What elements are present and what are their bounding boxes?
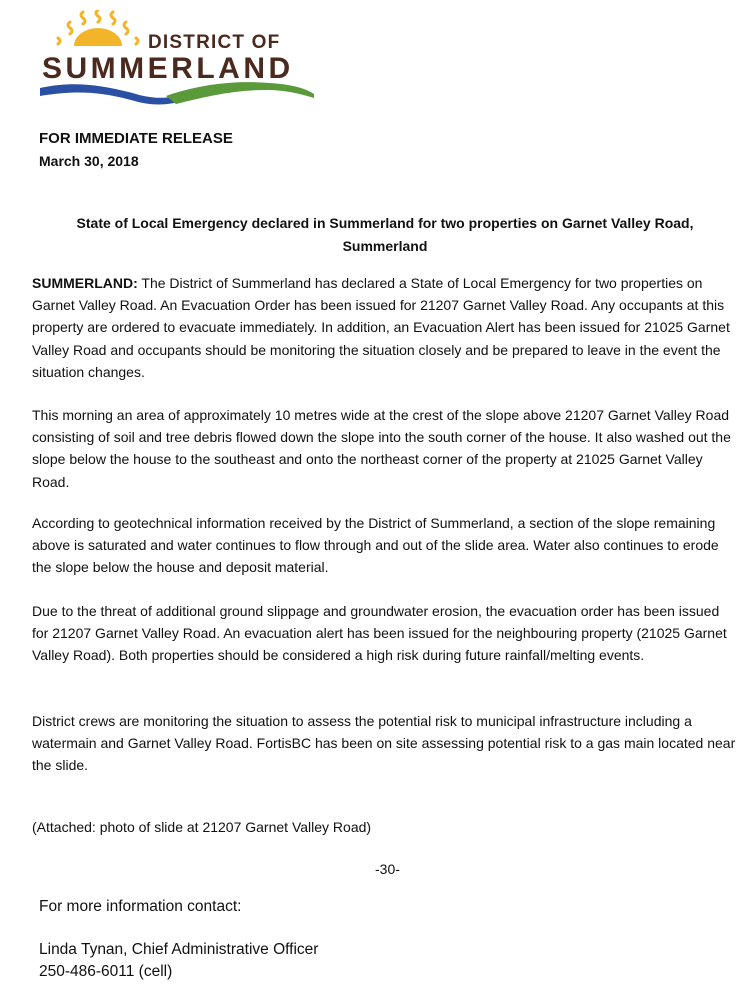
paragraph-5: District crews are monitoring the situation to assess the potential risk to municipal infrastructure including a watermain and Garnet Valley Road. FortisBC has been on site assessing potential risk to a gas main located near the slide. [32, 713, 736, 774]
paragraph-2: This morning an area of approximately 10 metres wide at the crest of the slope above 21207 Garnet Valley Road consisting of soil and tree debris flowed down the slope into the south corner of the house. It also washed out the slope below the house to the southeast and onto the northeast corner of the property at 21025 Garnet Valley Road. [32, 407, 731, 490]
dateline: SUMMERLAND: [32, 275, 138, 291]
district-logo [36, 10, 326, 110]
logo-summerland-text: SUMMERLAND [42, 52, 294, 85]
sun-icon [74, 28, 122, 46]
release-label: FOR IMMEDIATE RELEASE [39, 130, 233, 147]
contact-phone: 250-486-6011 (cell) [39, 963, 173, 980]
paragraph-1-text: The District of Summerland has declared a State of Local Emergency for two properties on Garnet Valley Road. An Evacuation Order has been issued for 21207 Garnet Valley Road. Any occupants at this property are ordered to evacuate immediately. In addition, an Evacuation Alert has been issued for 21025 Garnet Valley Road and occupants should be monitoring the situation closely and be prepared to leave in the event the situation changes. [32, 275, 730, 380]
release-date: March 30, 2018 [39, 153, 139, 169]
paragraph-4: Due to the threat of additional ground slippage and groundwater erosion, the evacuation order has been issued for 21207 Garnet Valley Road. An evacuation alert has been issued for the neighbouring property (21025 Garnet Valley Road). Both properties should be considered a high risk during future rainfall/melting events. [32, 603, 727, 664]
paragraph-1 [32, 272, 738, 383]
contact-label: For more information contact: [39, 898, 242, 915]
paragraph-3: According to geotechnical information received by the District of Summerland, a section of the slope remaining above is saturated and water continues to flow through and out of the slide area. Water also continues to erode the slope below the house and deposit material. [32, 515, 719, 576]
headline: State of Local Emergency declared in Summerland for two properties on Garnet Valley Road, Summerland [76, 215, 694, 254]
end-mark: -30- [375, 861, 400, 877]
attachment-note: (Attached: photo of slide at 21207 Garnet Valley Road) [32, 819, 372, 835]
water-wave-icon [40, 84, 186, 104]
logo-district-text: DISTRICT OF [148, 32, 281, 53]
contact-name: Linda Tynan, Chief Administrative Officer [39, 941, 319, 958]
